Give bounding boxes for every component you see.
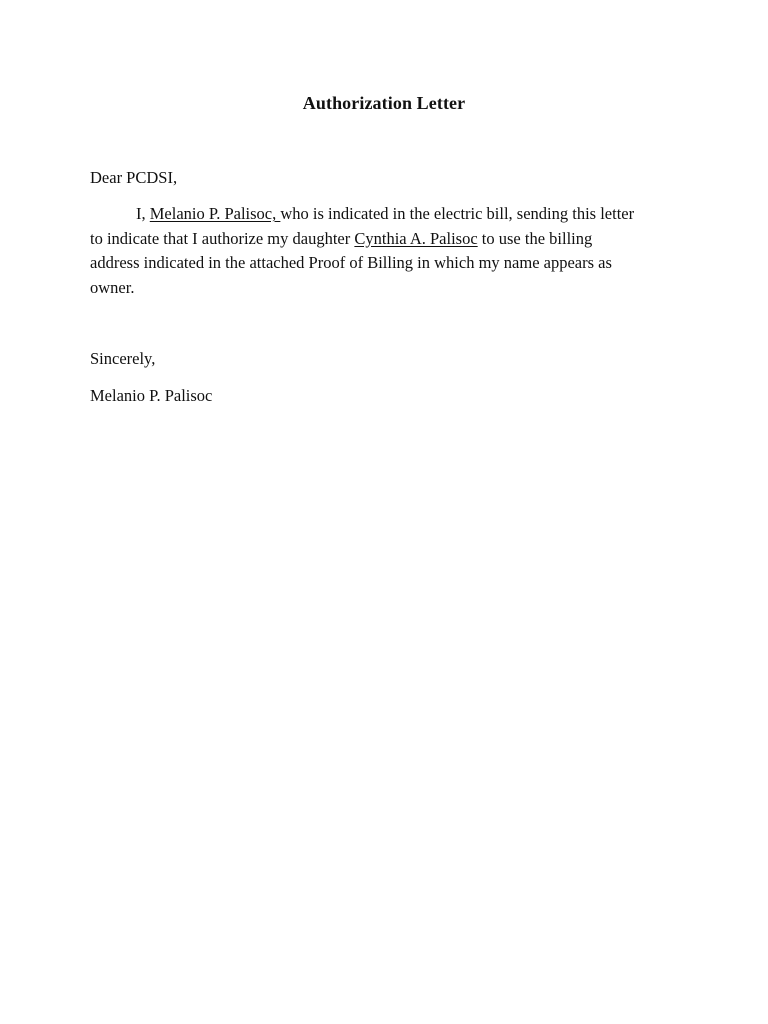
body-line-2-end: to use the billing [477,228,593,248]
body-line-1 [90,202,690,227]
body-line-4: owner. [90,277,135,297]
closing: Sincerely, [90,349,156,368]
body-line-2 [90,227,690,252]
letter-title: Authorization Letter [302,93,466,113]
body-line-1-start: I, [136,204,150,223]
salutation: Dear PCDSI, [90,168,178,187]
author-name-underlined: Melanio P. Palisoc, [149,204,281,223]
signature-name: Melanio P. Palisoc [90,386,213,405]
body-line-3: address indicated in the attached Proof of Billing in which my name appears as [90,253,612,272]
body-line-1-end: who is indicated in the electric bill, sending this letter [280,204,635,223]
daughter-name-underlined: Cynthia A. Palisoc [354,228,478,248]
body-line-2-start: to indicate that I authorize my daughter [90,228,355,248]
letter-body [90,202,690,300]
